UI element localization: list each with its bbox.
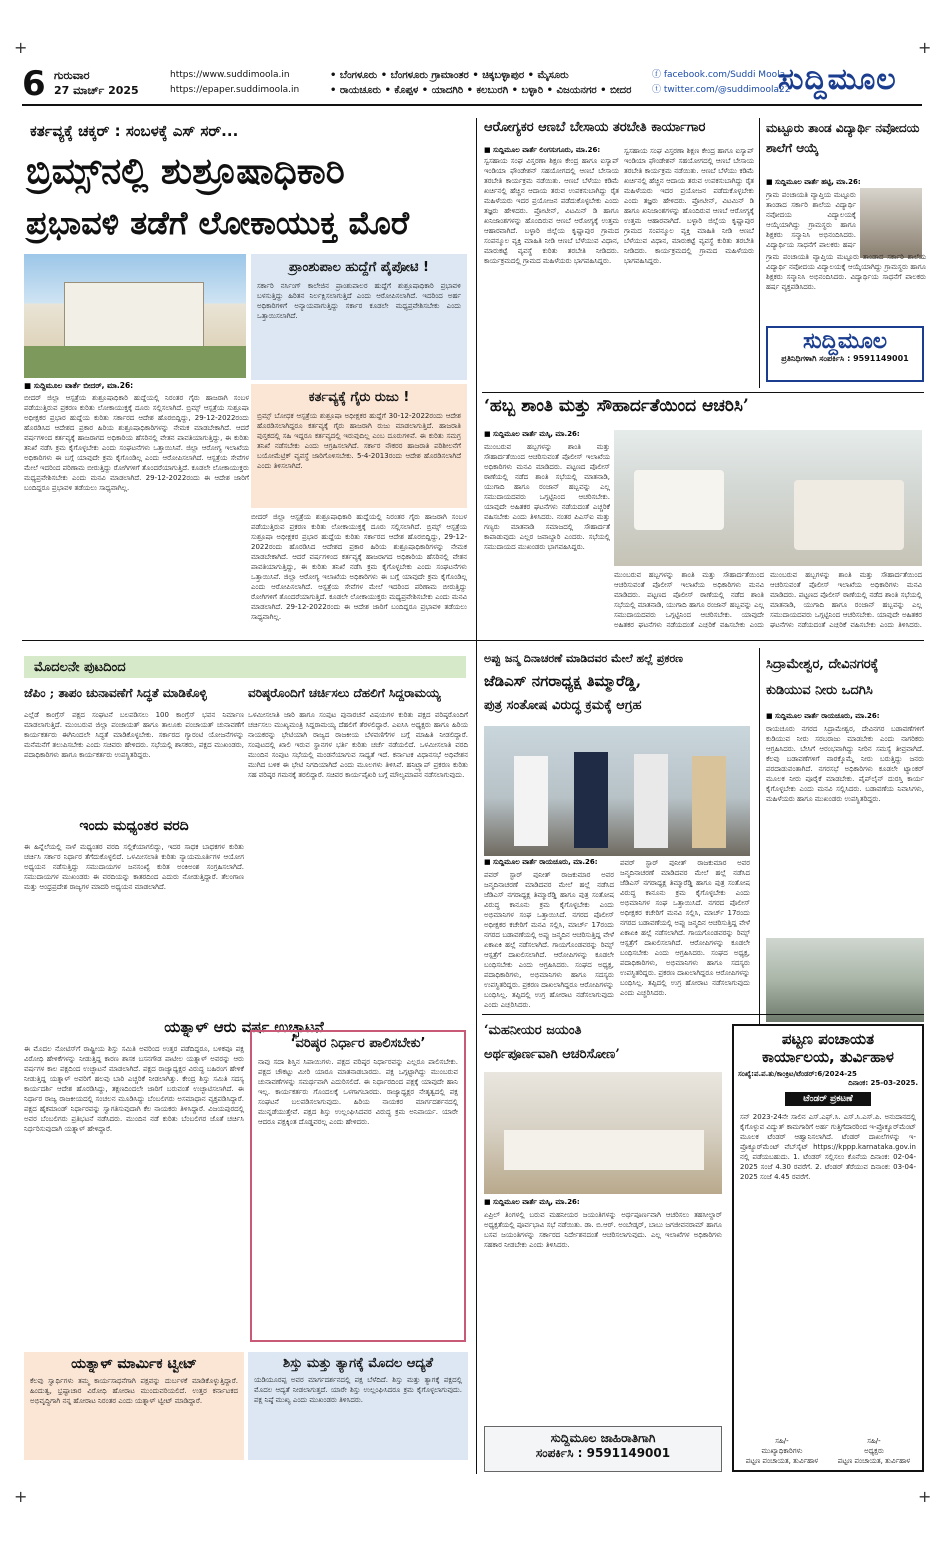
jp-body: ಎಲ್ಲೆಡೆ ಕಾಂಗ್ರೆಸ್ ಪಕ್ಷದ ಸಂಘಟನೆ ಬಲಪಡಿಸಲು 100 ಕಾಂಗ್ರೆಸ್ ಭವನ ನಿರ್ಮಾಣ ಮಾಡಲಾಗುತ್ತಿದೆ. ಮುಂಬರುವ ಜಿಲ್ಲಾ ಪಂಚಾಯತ್ ಹಾಗೂ ತಾಲೂಕು ಪಂಚಾಯತ್ ಚುನಾವಣೆಗೆ ಕಾರ್ಯಕರ್ತರು ಈಗಿನಿಂದಲೇ ಸಿದ್ಧತೆ ಮಾಡಿಕೊಳ್ಳಬೇಕು. ಸರ್ಕಾರದ ಗ್ಯಾರಂಟಿ ಯೋಜನೆಗಳನ್ನು ಮನೆಮನೆಗೆ ತಲುಪಿಸಬೇಕು ಎಂದು ಸಚಿವರು ಹೇಳಿದರು. ಸಭೆಯಲ್ಲಿ ಶಾಸಕರು, ಪಕ್ಷದ ಮುಖಂಡರು, ಪದಾಧಿಕಾರಿಗಳು ಹಾಗೂ ಕಾರ್ಯಕರ್ತರು ಉಪಸ್ಥಿತರಿದ್ದರು. bbox=[24, 711, 244, 759]
jds-kicker: ಅಪ್ಪು ಜನ್ಮ ದಿನಾಚರಣೆ ಮಾಡಿದವರ ಮೇಲೆ ಹಲ್ಲೆ ಪ್ರಕರಣ bbox=[484, 652, 683, 665]
jayanti-headline-line2: ಅರ್ಥಪೂರ್ಣವಾಗಿ ಆಚರಿಸೋಣ’ bbox=[484, 1047, 620, 1062]
lead-headline-line2: ಪ್ರಭಾವಳಿ ತಡೆಗೆ ಲೋಕಾಯುಕ್ತ ಮೊರೆ bbox=[26, 204, 410, 242]
tender-ref: ಸಂಖ್ಯೆ:ಪ.ಪ.ತು/ಕಾಂಕ್ರಿಟ/ಟೆಂಡರ್:6/2024-25 bbox=[738, 1070, 857, 1078]
jds-byline: ■ ಸುದ್ದಿಮೂಲ ವಾರ್ತೆ ರಾಯಚೂರು, ಮಾ.26: bbox=[484, 858, 598, 866]
social-links bbox=[652, 68, 790, 98]
column-divider bbox=[476, 118, 477, 1474]
jp-headline: ಜೆಪಿಂ ; ತಾಪಂ ಚುನಾವಣೆಗೆ ಸಿದ್ಧತೆ ಮಾಡಿಕೊಳ್ಳಿ bbox=[24, 686, 207, 700]
navodaya-body-more: ಗ್ರಾಮ ಪಂಚಾಯತಿ ವ್ಯಾಪ್ತಿಯ ಮಟ್ಟೂರು ತಾಂಡಾದ ಸರ್ಕಾರಿ ಶಾಲೆಯ ವಿದ್ಯಾರ್ಥಿ ನವೋದಯ ವಿದ್ಯಾಲಯಕ್ಕೆ ಆಯ್ಕೆಯಾಗಿದ್ದು ಗ್ರಾಮಸ್ಥರು ಹಾಗೂ ಶಿಕ್ಷಕರು ಸನ್ಮಾನಿಸಿ ಅಭಿನಂದಿಸಿದರು. ವಿದ್ಯಾರ್ಥಿಯ ಸಾಧನೆಗೆ ಪಾಲಕರು ಹರ್ಷ ವ್ಯಕ್ತಪಡಿಸಿದರು. bbox=[766, 253, 926, 291]
edition-cities: • ಬೆಂಗಳೂರು • ಬೆಂಗಳೂರು ಗ್ರಾಮಾಂತರ • ಚಿಕ್ಕಬಳ್ಳಾಪುರ • ಮೈಸೂರು • ರಾಯಚೂರು • ಕೊಪ್ಪಳ • ಯಾದಗಿರಿ • ಕಲಬುರಗಿ • ಬಳ್ಳಾರಿ • ವಿಜಯನಗರ • ಬೀದರ bbox=[330, 70, 632, 96]
lead-body-right: ಬೀದರ್ ಜಿಲ್ಲಾ ಆಸ್ಪತ್ರೆಯ ಶುಶ್ರೂಷಾಧಿಕಾರಿ ಹುದ್ದೆಯಲ್ಲಿ ನಿರಂತರ ಗೈರು ಹಾಜರಾಗಿ ಸಂಬಳ ಪಡೆಯುತ್ತಿರುವ ಪ್ರಕರಣ ಕುರಿತು ಲೋಕಾಯುಕ್ತಕ್ಕೆ ದೂರು ಸಲ್ಲಿಸಲಾಗಿದೆ. ಬ್ರಿಮ್ಸ್ ಆಸ್ಪತ್ರೆಯ ಸುಶ್ರೂಷಾ ಅಧೀಕ್ಷಕರ ಪ್ರಭಾರ ಹುದ್ದೆಯ ಕುರಿತು ಸರ್ಕಾರದ ಆದೇಶ ಹೊರಬಿದ್ದಿದ್ದು, 29-12-2022ರಂದು ಹೊರಡಿಸಿದ ಆದೇಶದ ಪ್ರಕಾರ ಹಿರಿಯ ಶುಶ್ರೂಷಾಧಿಕಾರಿಗಳನ್ನು ನೇಮಕ ಮಾಡಬೇಕಾಗಿದೆ. ಆದರೆ ವರ್ಷಗಳಿಂದ ಕರ್ತವ್ಯಕ್ಕೆ ಹಾಜರಾಗದ ಅಧಿಕಾರಿಯ ಹೆಸರಿನಲ್ಲಿ ವೇತನ ಪಾವತಿಯಾಗುತ್ತಿದ್ದು, ಈ ಕುರಿತು ತನಿಖೆ ನಡೆಸಿ ಕ್ರಮ ಕೈಗೊಳ್ಳಬೇಕು ಎಂದು ಸಂಘಟನೆಗಳು ಒತ್ತಾಯಿಸಿವೆ. ಜಿಲ್ಲಾ ಆರೋಗ್ಯ ಇಲಾಖೆಯ ಅಧಿಕಾರಿಗಳು ಈ ಬಗ್ಗೆ ಯಾವುದೇ ಕ್ರಮ ಕೈಗೊಂಡಿಲ್ಲ ಎಂದು ಆರೋಪಿಸಲಾಗಿದೆ. ಆಸ್ಪತ್ರೆಯ ಸೇವೆಗಳ ಮೇಲೆ ಇದರಿಂದ ಪರಿಣಾಮ ಬೀರುತ್ತಿದ್ದು ರೋಗಿಗಳಿಗೆ ತೊಂದರೆಯಾಗುತ್ತಿದೆ. ಕೂಡಲೇ ಲೋಕಾಯುಕ್ತರು ಮಧ್ಯಪ್ರವೇಶಿಸಬೇಕು ಎಂದು ಮನವಿ ಮಾಡಲಾಗಿದೆ. 29-12-2022ರಂದು ಈ ಆದೇಶ ಜಾರಿಗೆ ಬಂದಿದ್ದರೂ ಪ್ರಭಾವಳಿ ತಡೆಯಲು ಸಾಧ್ಯವಾಗಿಲ್ಲ. bbox=[251, 513, 467, 621]
sidebar-box-title: ಪ್ರಾಂಶುಪಾಲ ಹುದ್ದೆಗೆ ಪೈಪೋಟಿ ! bbox=[289, 260, 429, 275]
page-header bbox=[22, 64, 922, 106]
peace-meeting-photo bbox=[614, 430, 922, 566]
registration-mark: + bbox=[918, 1487, 932, 1506]
jayanti-headline-line1: ‘ಮಹನೀಯರ ಜಯಂತಿ bbox=[484, 1023, 582, 1038]
tweet-headline: ಯತ್ನಾಳ್ ಮಾರ್ಮಿಕ ಟ್ವೀಟ್ bbox=[71, 1356, 197, 1372]
water-headline-line1: ಸಿದ್ರಾಮೇಶ್ವರ, ದೇವಿನಗರಕ್ಕೆ bbox=[766, 657, 879, 672]
section-divider bbox=[482, 1014, 924, 1015]
registration-mark: + bbox=[918, 38, 932, 57]
masthead-logo: ಸುದ್ದಿಮೂಲ bbox=[778, 62, 897, 97]
sidebar-box-title: ಕರ್ತವ್ಯಕ್ಕೆ ಗೈರು ರುಜು ! bbox=[308, 390, 410, 405]
discipline-body: ಯಡಿಯೂರಪ್ಪ ಅವರ ಮಾರ್ಗದರ್ಶನದಲ್ಲಿ ಪಕ್ಷ ಬೆಳೆದಿದೆ. ಶಿಸ್ತು ಮತ್ತು ತ್ಯಾಗಕ್ಕೆ ಪಕ್ಷದಲ್ಲಿ ಮೊದಲ ಆದ್ಯತೆ ನೀಡಲಾಗುತ್ತದೆ. ಯಾರೇ ಶಿಸ್ತು ಉಲ್ಲಂಘಿಸಿದರೂ ಕ್ರಮ ಕೈಗೊಳ್ಳಲಾಗುವುದು. ಪಕ್ಷ ನಿಷ್ಠೆ ಮುಖ್ಯ ಎಂದು ಮುಖಂಡರು ತಿಳಿಸಿದರು. bbox=[254, 1376, 462, 1404]
registration-mark: + bbox=[14, 1487, 28, 1506]
facebook-icon: ⓕ bbox=[652, 70, 664, 80]
yatnal-headline: ಯತ್ನಾಳ್ ಆರು ವರ್ಷ ಉಚ್ಛಾಟನೆ bbox=[164, 1018, 324, 1036]
section-divider bbox=[22, 640, 924, 641]
promo-box bbox=[766, 326, 924, 382]
tender-notice bbox=[732, 1024, 924, 1472]
water-protest-photo bbox=[766, 938, 924, 1022]
promo-contact: ಪ್ರತಿನಿಧಿಗಳಾಗಿ ಸಂಪರ್ಕಿಸಿ : 9591149001 bbox=[781, 354, 909, 363]
sidebar-box-absence bbox=[251, 384, 467, 508]
tender-office-line2: ಕಾರ್ಯಾಲಯ, ತುರ್ವಿಹಾಳ bbox=[762, 1048, 894, 1066]
jds-body-col1: ಪವರ್ ಸ್ಟಾರ್ ಪುನೀತ್ ರಾಜಕುಮಾರ ಅವರ ಜನ್ಮದಿನಾಚರಣೆ ಮಾಡಿದವರ ಮೇಲೆ ಹಲ್ಲೆ ನಡೆಸಿದ ಜೆಡಿಎಸ್ ನಗರಾಧ್ಯಕ್ಷ ತಿಮ್ಮಾರೆಡ್ಡಿ ಹಾಗೂ ಪುತ್ರ ಸಂತೋಷ ವಿರುದ್ಧ ಕಾನೂನು ಕ್ರಮ ಕೈಗೊಳ್ಳಬೇಕು ಎಂದು ಅಭಿಮಾನಿಗಳ ಸಂಘ ಒತ್ತಾಯಿಸಿದೆ. ನಗರದ ಪೊಲೀಸ್ ಅಧೀಕ್ಷಕರ ಕಚೇರಿಗೆ ಮನವಿ ಸಲ್ಲಿಸಿ, ಮಾರ್ಚ್ 17ರಂದು ನಗರದ ಬಡಾವಣೆಯಲ್ಲಿ ಅಪ್ಪು ಜನ್ಮದಿನ ಆಚರಿಸುತ್ತಿದ್ದ ವೇಳೆ ಏಕಾಏಕಿ ಹಲ್ಲೆ ನಡೆಸಲಾಗಿದೆ. ಗಾಯಗೊಂಡವರನ್ನು ರಿಮ್ಸ್ ಆಸ್ಪತ್ರೆಗೆ ದಾಖಲಿಸಲಾಗಿದೆ. ಆರೋಪಿಗಳನ್ನು ಕೂಡಲೇ ಬಂಧಿಸಬೇಕು ಎಂದು ಆಗ್ರಹಿಸಿದರು. ಸಂಘದ ಅಧ್ಯಕ್ಷ, ಪದಾಧಿಕಾರಿಗಳು, ಅಭಿಮಾನಿಗಳು ಹಾಗೂ ಸದಸ್ಯರು ಉಪಸ್ಥಿತರಿದ್ದರು. ಪ್ರಕರಣ ದಾಖಲಾಗಿದ್ದರೂ ಆರೋಪಿಗಳನ್ನು ಬಂಧಿಸಿಲ್ಲ. ತಪ್ಪಿದಲ್ಲಿ ಉಗ್ರ ಹೋರಾಟ ನಡೆಸಲಾಗುವುದು ಎಂದು ಎಚ್ಚರಿಸಿದರು. bbox=[484, 871, 614, 1008]
ad-contact-phone: ಸಂಪರ್ಕಿಸಿ : 9591149001 bbox=[535, 1446, 671, 1460]
page-number: 6 bbox=[22, 64, 46, 104]
agri-byline: ■ ಸುದ್ದಿಮೂಲ ವಾರ್ತೆ ಲಿಂಗಸುಗೂರು, ಮಾ.26: bbox=[484, 146, 601, 154]
interim-report-headline: ಇಂದು ಮಧ್ಯಂತರ ವರದಿ bbox=[79, 818, 189, 834]
ad-contact-title: ಸುದ್ದಿಮೂಲ ಜಾಹಿರಾತಿಗಾಗಿ bbox=[550, 1431, 656, 1445]
promo-logo: ಸುದ್ದಿಮೂಲ bbox=[802, 328, 888, 354]
water-headline-line2: ಕುಡಿಯುವ ನೀರು ಒದಗಿಸಿ bbox=[766, 683, 873, 698]
jds-headline-line1: ಜೆಡಿಎಸ್ ನಗರಾಧ್ಯಕ್ಷ ತಿಮ್ಮಾರೆಡ್ಡಿ, bbox=[484, 672, 642, 690]
tender-date: ದಿನಾಂಕ: 25-03-2025. bbox=[848, 1079, 918, 1087]
agri-body-col1: ಸ್ವಸಹಾಯ ಸಂಘ ವಿಸ್ತರಣಾ ಶಿಕ್ಷಣ ಕೇಂದ್ರ ಹಾಗೂ ಐಸ್ಯಾಪ್ ಇಂಡಿಯಾ ಫೌಂಡೇಶನ್ ಸಹಯೋಗದಲ್ಲಿ ಆಣಬೆ ಬೇಸಾಯ ತರಬೇತಿ ಕಾರ್ಯಕ್ರಮ ನಡೆಯಿತು. ಆಣಬೆ ಬೆಳೆಯು ಕಡಿಮೆ ಖರ್ಚಿನಲ್ಲಿ ಹೆಚ್ಚಿನ ಆದಾಯ ತರುವ ಉಪಕಸುಬಾಗಿದ್ದು ರೈತ ಮಹಿಳೆಯರು ಇದರ ಪ್ರಯೋಜನ ಪಡೆದುಕೊಳ್ಳಬೇಕು ಎಂದು ತಜ್ಞರು ಹೇಳಿದರು. ಪ್ರೋಟೀನ್, ವಿಟಮಿನ್ ಡಿ ಹಾಗೂ ಖನಿಜಾಂಶಗಳನ್ನು ಹೊಂದಿರುವ ಆಣಬೆ ಆರೋಗ್ಯಕ್ಕೆ ಉತ್ತಮ ಆಹಾರವಾಗಿದೆ. ಬಳ್ಳಾರಿ ಜಿಲ್ಲೆಯ ಕೃಷ್ಣಾಪುರ ಗ್ರಾಮದ ಸಂಪನ್ಮೂಲ ವ್ಯಕ್ತಿ ಮಾಹಿತಿ ನೀಡಿ ಆಣಬೆ ಬೆಳೆಯುವ ವಿಧಾನ, ಮಾರುಕಟ್ಟೆ ವ್ಯವಸ್ಥೆ ಕುರಿತು ತರಬೇತಿ ನೀಡಿದರು. ಕಾರ್ಯಕ್ರಮದಲ್ಲಿ ಗ್ರಾಮದ ಮಹಿಳೆಯರು ಭಾಗವಹಿಸಿದ್ದರು. bbox=[484, 157, 619, 265]
epaper-link[interactable]: https://epaper.suddimoola.in bbox=[170, 85, 300, 95]
tender-body: ಸನ್ 2023-24ನೇ ಸಾಲಿನ ಎಸ್.ಎಫ್.ಸಿ. ಎಸ್.ಸಿ.ಎಸ್.ಪಿ. ಅನುದಾನದಲ್ಲಿ ಕೈಗೊಳ್ಳುವ ವಿದ್ಯುತ್ ಕಾಮಗಾರಿಗೆ ಅರ್ಹ ಗುತ್ತಿಗೆದಾರರಿಂದ ಇ-ಪ್ರೊಕ್ಯೂರ್‌ಮೆಂಟ್ ಮೂಲಕ ಟೆಂಡರ್ ಆಹ್ವಾನಿಸಲಾಗಿದೆ. ಟೆಂಡರ್ ದಾಖಲೆಗಳನ್ನು ಇ-ಪ್ರೊಕ್ಯೂರ್‌ಮೆಂಟ್ ವೆಬ್‌ಸೈಟ್ https://kppp.karnataka.gov.in ನಲ್ಲಿ ಪಡೆಯಬಹುದು. 1. ಟೆಂಡರ್ ಸಲ್ಲಿಸಲು ಕೊನೆಯ ದಿನಾಂಕ: 02-04-2025 ಸಂಜೆ 4.30 ರವರೆಗೆ. 2. ಟೆಂಡರ್ ತೆರೆಯುವ ದಿನಾಂಕ: 03-04-2025 ಸಂಜೆ 4.45 ರವರೆಗೆ. bbox=[740, 1113, 916, 1181]
jayanti-body: ಏಪ್ರಿಲ್ ತಿಂಗಳಲ್ಲಿ ಬರುವ ಮಹನೀಯರ ಜಯಂತಿಗಳನ್ನು ಅರ್ಥಪೂರ್ಣವಾಗಿ ಆಚರಿಸಲು ತಹಸೀಲ್ದಾರ್ ಅಧ್ಯಕ್ಷತೆಯಲ್ಲಿ ಪೂರ್ವಭಾವಿ ಸಭೆ ನಡೆಯಿತು. ಡಾ. ಬಿ.ಆರ್. ಅಂಬೇಡ್ಕರ್, ಬಾಬು ಜಗಜೀವನರಾಮ್ ಹಾಗೂ ಬಸವ ಜಯಂತಿಗಳನ್ನು ಸರ್ಕಾರದ ನಿರ್ದೇಶನದಂತೆ ಆಚರಿಸಲಾಗುವುದು. ಎಲ್ಲ ಇಲಾಖೆಗಳ ಅಧಿಕಾರಿಗಳು ಸಹಕಾರ ನೀಡಬೇಕು ಎಂದು ತಿಳಿಸಿದರು. bbox=[484, 1211, 722, 1249]
sidebar-box-body: ಸರ್ಕಾರಿ ನರ್ಸಿಂಗ್ ಕಾಲೇಜಿನ ಪ್ರಾಂಶುಪಾಲರ ಹುದ್ದೆಗೆ ಶುಶ್ರೂಷಾಧಿಕಾರಿ ಪ್ರಭಾವಳಿ ಬಳಸುತ್ತಿದ್ದು ಹಿರಿತನ ನಿರ್ಲಕ್ಷಿಸಲಾಗುತ್ತಿದೆ ಎಂದು ಆರೋಪಿಸಲಾಗಿದೆ. ಇದರಿಂದ ಅರ್ಹ ಅಧಿಕಾರಿಗಳಿಗೆ ಅನ್ಯಾಯವಾಗುತ್ತಿದ್ದು ಸರ್ಕಾರ ಕೂಡಲೇ ಮಧ್ಯಪ್ರವೇಶಿಸಬೇಕು ಎಂದು ಒತ್ತಾಯಿಸಲಾಗಿದೆ. bbox=[257, 282, 461, 320]
sidebar-box-principal bbox=[251, 254, 467, 380]
quote-body: ನಾವು ಸದಾ ಶಿಸ್ತಿನ ಸಿಪಾಯಿಗಳು. ಪಕ್ಷದ ವರಿಷ್ಠರ ನಿರ್ಧಾರವನ್ನು ಎಲ್ಲರೂ ಪಾಲಿಸಬೇಕು. ಪಕ್ಷದ ಚೌಕಟ್ಟು ಮೀರಿ ಯಾರೂ ಮಾತನಾಡಬಾರದು. ಪಕ್ಷ ಒಗ್ಗಟ್ಟಾಗಿದ್ದು ಮುಂಬರುವ ಚುನಾವಣೆಗಳನ್ನು ಸಮರ್ಥವಾಗಿ ಎದುರಿಸಲಿದೆ. ಈ ನಿರ್ಧಾರದಿಂದ ಪಕ್ಷಕ್ಕೆ ಯಾವುದೇ ಹಾನಿ ಇಲ್ಲ. ಕಾರ್ಯಕರ್ತರು ಗೊಂದಲಕ್ಕೆ ಒಳಗಾಗಬಾರದು. ರಾಜ್ಯಾಧ್ಯಕ್ಷರ ನೇತೃತ್ವದಲ್ಲಿ ಪಕ್ಷ ಸಂಘಟನೆ ಬಲಪಡಿಸಲಾಗುವುದು. ಹಿರಿಯ ನಾಯಕರ ಮಾರ್ಗದರ್ಶನದಲ್ಲಿ ಮುನ್ನಡೆಯುತ್ತೇವೆ. ಪಕ್ಷದ ಶಿಸ್ತು ಉಲ್ಲಂಘಿಸಿದವರ ವಿರುದ್ಧ ಕ್ರಮ ಅನಿವಾರ್ಯ. ಯಾರೇ ಆದರೂ ಪಕ್ಷಕ್ಕಿಂತ ದೊಡ್ಡವರಲ್ಲ ಎಂದು ಹೇಳಿದರು. bbox=[258, 1058, 458, 1126]
registration-mark: + bbox=[14, 38, 28, 57]
tweet-box bbox=[24, 1352, 244, 1460]
column-divider bbox=[759, 648, 760, 1024]
twitter-link[interactable]: ⓣ twitter.com/@suddimoola22 bbox=[652, 85, 791, 95]
discipline-headline: ಶಿಸ್ತು ಮತ್ತು ತ್ಯಾಗಕ್ಕೆ ಮೊದಲ ಆದ್ಯತೆ bbox=[283, 1356, 433, 1371]
lead-kicker: ಕರ್ತವ್ಯಕ್ಕೆ ಚಕ್ಕರ್ : ಸಂಬಳಕ್ಕೆ ಎಸ್ ಸರ್... bbox=[30, 122, 239, 140]
continued-from-front-band: ಮೊದಲನೇ ಪುಟದಿಂದ bbox=[24, 656, 466, 678]
jds-protest-photo bbox=[484, 726, 750, 856]
twitter-icon: ⓣ bbox=[652, 85, 664, 95]
delhi-visit-body: ಒಳಮೀಸಲಾತಿ ಜಾರಿ ಹಾಗೂ ಸಂಪುಟ ಪುನಾರಚನೆ ವಿಷಯಗಳ ಕುರಿತು ಪಕ್ಷದ ವರಿಷ್ಠರೊಂದಿಗೆ ಚರ್ಚಿಸಲು ಮುಖ್ಯಮಂತ್ರಿ ಸಿದ್ದರಾಮಯ್ಯ ದೆಹಲಿಗೆ ತೆರಳಲಿದ್ದಾರೆ. ಎಐಸಿಸಿ ಅಧ್ಯಕ್ಷರು ಹಾಗೂ ಹಿರಿಯ ನಾಯಕರನ್ನು ಭೇಟಿಯಾಗಿ ರಾಜ್ಯದ ರಾಜಕೀಯ ಬೆಳವಣಿಗೆಗಳ ಬಗ್ಗೆ ಮಾಹಿತಿ ನೀಡಲಿದ್ದಾರೆ. ಸಂಪುಟದಲ್ಲಿ ಖಾಲಿ ಇರುವ ಸ್ಥಾನಗಳ ಭರ್ತಿ ಕುರಿತು ಚರ್ಚೆ ನಡೆಯಲಿದೆ. ಒಳಮೀಸಲಾತಿ ವರದಿ ಮುಂದಿನ ಸಂಪುಟ ಸಭೆಯಲ್ಲಿ ಮಂಡನೆಯಾಗುವ ಸಾಧ್ಯತೆ ಇದೆ. ಕರ್ನಾಟಕ ವಿಧಾನಸಭೆ ಅಧಿವೇಶನ ಮುಗಿದ ಬಳಿಕ ಈ ಭೇಟಿ ನಿಗದಿಯಾಗಿದೆ ಎಂದು ಮೂಲಗಳು ತಿಳಿಸಿವೆ. ಹನಿಟ್ರ್ಯಾಪ್ ಪ್ರಕರಣ ಕುರಿತು ಸಹ ವರಿಷ್ಠರ ಗಮನಕ್ಕೆ ತರಲಿದ್ದಾರೆ. ಸಚಿವರ ಕಾರ್ಯವೈಖರಿ ಬಗ್ಗೆ ಮೌಲ್ಯಮಾಪನ ನಡೆಸಲಾಗುವುದು. bbox=[248, 711, 468, 779]
water-byline: ■ ಸುದ್ದಿಮೂಲ ವಾರ್ತೆ ರಾಯಚೂರು, ಮಾ.26: bbox=[766, 712, 880, 720]
tweet-body: ಕೆಲವು ಸ್ವಾರ್ಥಿಗಳು ತಮ್ಮ ಕಾರ್ಯಸಾಧನೆಗಾಗಿ ಪಕ್ಷವನ್ನು ದುರ್ಬಳಕೆ ಮಾಡಿಕೊಳ್ಳುತ್ತಿದ್ದಾರೆ. ಹಿಂದುತ್ವ, ಭ್ರಷ್ಟಾಚಾರ ವಿರೋಧಿ ಹೋರಾಟ ಮುಂದುವರಿಯಲಿದೆ. ಉತ್ತರ ಕರ್ನಾಟಕದ ಅಭಿವೃದ್ಧಿಗಾಗಿ ನನ್ನ ಹೋರಾಟ ನಿರಂತರ ಎಂದು ಯತ್ನಾಳ್ ಟ್ವೀಟ್ ಮಾಡಿದ್ದಾರೆ. bbox=[30, 1377, 238, 1405]
tender-label: ಟೆಂಡರ್ ಪ್ರಕಟಣೆ bbox=[785, 1092, 871, 1106]
jayanti-meeting-photo bbox=[484, 1072, 722, 1194]
navodaya-headline: ಮಟ್ಟೂರು ತಾಂಡ ವಿದ್ಯಾರ್ಥಿ ನವೋದಯ ಶಾಲೆಗೆ ಆಯ್ಕೆ bbox=[766, 121, 920, 155]
navodaya-body: ಗ್ರಾಮ ಪಂಚಾಯತಿ ವ್ಯಾಪ್ತಿಯ ಮಟ್ಟೂರು ತಾಂಡಾದ ಸರ್ಕಾರಿ ಶಾಲೆಯ ವಿದ್ಯಾರ್ಥಿ ನವೋದಯ ವಿದ್ಯಾಲಯಕ್ಕೆ ಆಯ್ಕೆಯಾಗಿದ್ದು ಗ್ರಾಮಸ್ಥರು ಹಾಗೂ ಶಿಕ್ಷಕರು ಸನ್ಮಾನಿಸಿ ಅಭಿನಂದಿಸಿದರು. ವಿದ್ಯಾರ್ಥಿಯ ಸಾಧನೆಗೆ ಪಾಲಕರು ಹರ್ಷ bbox=[766, 191, 856, 249]
quote-headline: ‘ವರಿಷ್ಠರ ನಿರ್ಧಾರ ಪಾಲಿಸಬೇಕು’ bbox=[290, 1036, 426, 1051]
navodaya-byline: ■ ಸುದ್ದಿಮೂಲ ವಾರ್ತೆ ಹಟ್ಟಿ, ಮಾ.26: bbox=[766, 178, 861, 186]
column-divider bbox=[759, 118, 760, 388]
agri-body-col2: ಸ್ವಸಹಾಯ ಸಂಘ ವಿಸ್ತರಣಾ ಶಿಕ್ಷಣ ಕೇಂದ್ರ ಹಾಗೂ ಐಸ್ಯಾಪ್ ಇಂಡಿಯಾ ಫೌಂಡೇಶನ್ ಸಹಯೋಗದಲ್ಲಿ ಆಣಬೆ ಬೇಸಾಯ ತರಬೇತಿ ಕಾರ್ಯಕ್ರಮ ನಡೆಯಿತು. ಆಣಬೆ ಬೆಳೆಯು ಕಡಿಮೆ ಖರ್ಚಿನಲ್ಲಿ ಹೆಚ್ಚಿನ ಆದಾಯ ತರುವ ಉಪಕಸುಬಾಗಿದ್ದು ರೈತ ಮಹಿಳೆಯರು ಇದರ ಪ್ರಯೋಜನ ಪಡೆದುಕೊಳ್ಳಬೇಕು ಎಂದು ತಜ್ಞರು ಹೇಳಿದರು. ಪ್ರೋಟೀನ್, ವಿಟಮಿನ್ ಡಿ ಹಾಗೂ ಖನಿಜಾಂಶಗಳನ್ನು ಹೊಂದಿರುವ ಆಣಬೆ ಆರೋಗ್ಯಕ್ಕೆ ಉತ್ತಮ ಆಹಾರವಾಗಿದೆ. ಬಳ್ಳಾರಿ ಜಿಲ್ಲೆಯ ಕೃಷ್ಣಾಪುರ ಗ್ರಾಮದ ಸಂಪನ್ಮೂಲ ವ್ಯಕ್ತಿ ಮಾಹಿತಿ ನೀಡಿ ಆಣಬೆ ಬೆಳೆಯುವ ವಿಧಾನ, ಮಾರುಕಟ್ಟೆ ವ್ಯವಸ್ಥೆ ಕುರಿತು ತರಬೇತಿ ನೀಡಿದರು. ಕಾರ್ಯಕ್ರಮದಲ್ಲಿ ಗ್ರಾಮದ ಮಹಿಳೆಯರು ಭಾಗವಹಿಸಿದ್ದರು. bbox=[624, 147, 754, 265]
tender-office-line1: ಪಟ್ಟಣ ಪಂಚಾಯತ bbox=[781, 1030, 875, 1048]
festival-body-col2: ಮುಂಬರುವ ಹಬ್ಬಗಳನ್ನು ಶಾಂತಿ ಮತ್ತು ಸೌಹಾರ್ದತೆಯಿಂದ ಆಚರಿಸುವಂತೆ ಪೊಲೀಸ್ ಇಲಾಖೆಯ ಅಧಿಕಾರಿಗಳು ಮನವಿ ಮಾಡಿದರು. ಪಟ್ಟಣದ ಪೊಲೀಸ್ ಠಾಣೆಯಲ್ಲಿ ನಡೆದ ಶಾಂತಿ ಸಭೆಯಲ್ಲಿ ಮಾತನಾಡಿ, ಯುಗಾದಿ ಹಾಗೂ ರಂಜಾನ್ ಹಬ್ಬವನ್ನು ಎಲ್ಲ ಸಮುದಾಯದವರು ಒಗ್ಗಟ್ಟಿನಿಂದ ಆಚರಿಸಬೇಕು. ಯಾವುದೇ ಅಹಿತಕರ ಘಟನೆಗಳು ನಡೆಯದಂತೆ ಎಚ್ಚರಿಕೆ ವಹಿಸಬೇಕು ಎಂದು bbox=[614, 571, 764, 628]
agri-headline: ಆರೋಗ್ಯಕರ ಆಣಬೆ ಬೇಸಾಯ ತರಬೇತಿ ಕಾರ್ಯಾಗಾರ bbox=[484, 120, 706, 135]
lead-headline-line1: ಬ್ರಿಮ್ಸ್‌ನಲ್ಲಿ ಶುಶ್ರೂಷಾಧಿಕಾರಿ bbox=[26, 150, 345, 192]
festival-byline: ■ ಸುದ್ದಿಮೂಲ ವಾರ್ತೆ ಮಸ್ಕಿ, ಮಾ.26: bbox=[484, 430, 580, 438]
water-body: ರಾಯಚೂರು ನಗರದ ಸಿದ್ರಾಮೇಶ್ವರ, ದೇವಿನಗರ ಬಡಾವಣೆಗಳಿಗೆ ಕುಡಿಯುವ ನೀರು ಸರಬರಾಜು ಮಾಡಬೇಕು ಎಂದು ನಾಗರಿಕರು ಆಗ್ರಹಿಸಿದರು. ಬೇಸಿಗೆ ಆರಂಭವಾಗಿದ್ದು ನೀರಿನ ಸಮಸ್ಯೆ ತೀವ್ರವಾಗಿದೆ. ಕೆಲವು ಬಡಾವಣೆಗಳಿಗೆ ವಾರಕ್ಕೊಮ್ಮೆ ನೀರು ಬರುತ್ತಿದ್ದು ಜನರು ಪರದಾಡುವಂತಾಗಿದೆ. ನಗರಸಭೆ ಅಧಿಕಾರಿಗಳು ಕೂಡಲೇ ಟ್ಯಾಂಕರ್ ಮೂಲಕ ನೀರು ಪೂರೈಕೆ ಮಾಡಬೇಕು. ಪೈಪ್‌ಲೈನ್ ದುರಸ್ತಿ ಕಾರ್ಯ ಕೈಗೊಳ್ಳಬೇಕು ಎಂದು ಮನವಿ ಸಲ್ಲಿಸಿದರು. ಬಡಾವಣೆಯ ನಿವಾಸಿಗಳು, ಮಹಿಳೆಯರು ಹಾಗೂ ಮುಖಂಡರು ಉಪಸ್ಥಿತರಿದ್ದರು. bbox=[766, 725, 924, 803]
ad-contact-box bbox=[484, 1426, 722, 1472]
festival-body-col3: ಮುಂಬರುವ ಹಬ್ಬಗಳನ್ನು ಶಾಂತಿ ಮತ್ತು ಸೌಹಾರ್ದತೆಯಿಂದ ಆಚರಿಸುವಂತೆ ಪೊಲೀಸ್ ಇಲಾಖೆಯ ಅಧಿಕಾರಿಗಳು ಮನವಿ ಮಾಡಿದರು. ಪಟ್ಟಣದ ಪೊಲೀಸ್ ಠಾಣೆಯಲ್ಲಿ ನಡೆದ ಶಾಂತಿ ಸಭೆಯಲ್ಲಿ ಮಾತನಾಡಿ, ಯುಗಾದಿ ಹಾಗೂ ರಂಜಾನ್ ಹಬ್ಬವನ್ನು ಎಲ್ಲ ಸಮುದಾಯದವರು ಒಗ್ಗಟ್ಟಿನಿಂದ ಆಚರಿಸಬೇಕು. ಯಾವುದೇ ಅಹಿತಕರ ಘಟನೆಗಳು ನಡೆಯದಂತೆ ಎಚ್ಚರಿಕೆ ವಹಿಸಬೇಕು ಎಂದು ತಿಳಿಸಿದರು. bbox=[770, 571, 922, 628]
sidebar-box-body: ಬ್ರಿಮ್ಸ್ ಬೋಧಕ ಆಸ್ಪತ್ರೆಯ ಶುಶ್ರೂಷಾ ಅಧೀಕ್ಷಕರ ಹುದ್ದೆಗೆ 30-12-2022ರಂದು ಆದೇಶ ಹೊರಡಿಸಲಾಗಿದ್ದರೂ ಕರ್ತವ್ಯಕ್ಕೆ ಗೈರು ಹಾಜರಾಗಿ ರುಜು ಮಾಡಲಾಗುತ್ತಿದೆ. ಹಾಜರಾತಿ ಪುಸ್ತಕದಲ್ಲಿ ಸಹಿ ಇದ್ದರೂ ಕರ್ತವ್ಯದಲ್ಲಿ ಇರುವುದಿಲ್ಲ ಎಂಬ ದೂರುಗಳಿವೆ. ಈ ಕುರಿತು ಸಮಗ್ರ ತನಿಖೆ ನಡೆಸಬೇಕು ಎಂದು ಆಗ್ರಹಿಸಲಾಗಿದೆ. ಸರ್ಕಾರ ನೌಕರರ ಹಾಜರಾತಿ ಪರಿಶೀಲನೆಗೆ ಬಯೋಮೆಟ್ರಿಕ್ ವ್ಯವಸ್ಥೆ ಜಾರಿಗೊಳಿಸಬೇಕು. 5-4-2013ರಂದು ಆದೇಶ ಹೊರಡಿಸಲಾಗಿದೆ ಎಂದು ತಿಳಿಸಲಾಗಿದೆ. bbox=[257, 412, 461, 470]
interim-report-body: ಈ ಹಿನ್ನೆಲೆಯಲ್ಲಿ ನಾಳೆ ಮಧ್ಯಂತರ ವರದಿ ಸಲ್ಲಿಕೆಯಾಗಲಿದ್ದು, ಇದರ ಸಾಧಕ ಬಾಧಕಗಳ ಕುರಿತು ಚರ್ಚಿಸಿ ಸರ್ಕಾರ ನಿರ್ಧಾರ ತೆಗೆದುಕೊಳ್ಳಲಿದೆ. ಒಳಮೀಸಲಾತಿ ಕುರಿತು ನ್ಯಾಯಮೂರ್ತಿಗಳ ಆಯೋಗ ಅಧ್ಯಯನ ನಡೆಸುತ್ತಿದ್ದು ಸಮುದಾಯಗಳ ಜನಸಂಖ್ಯೆ ಕುರಿತ ಅಂಕಿಅಂಶ ಸಂಗ್ರಹಿಸಲಾಗಿದೆ. ಸಮುದಾಯಗಳ ಮುಖಂಡರು ಈ ವರದಿಯನ್ನು ಕಾತರದಿಂದ ಎದುರು ನೋಡುತ್ತಿದ್ದಾರೆ. ತೆಲಂಗಾಣ ಮತ್ತು ಆಂಧ್ರಪ್ರದೇಶ ರಾಜ್ಯಗಳ ಮಾದರಿ ಅಧ್ಯಯನ ಮಾಡಲಾಗಿದೆ. bbox=[24, 843, 244, 891]
quote-box bbox=[250, 1030, 466, 1342]
site-link[interactable]: https://www.suddimoola.in bbox=[170, 70, 290, 80]
site-links bbox=[170, 68, 299, 98]
hospital-photo bbox=[24, 254, 246, 378]
festival-body-col1: ಮುಂಬರುವ ಹಬ್ಬಗಳನ್ನು ಶಾಂತಿ ಮತ್ತು ಸೌಹಾರ್ದತೆಯಿಂದ ಆಚರಿಸುವಂತೆ ಪೊಲೀಸ್ ಇಲಾಖೆಯ ಅಧಿಕಾರಿಗಳು ಮನವಿ ಮಾಡಿದರು. ಪಟ್ಟಣದ ಪೊಲೀಸ್ ಠಾಣೆಯಲ್ಲಿ ನಡೆದ ಶಾಂತಿ ಸಭೆಯಲ್ಲಿ ಮಾತನಾಡಿ, ಯುಗಾದಿ ಹಾಗೂ ರಂಜಾನ್ ಹಬ್ಬವನ್ನು ಎಲ್ಲ ಸಮುದಾಯದವರು ಒಗ್ಗಟ್ಟಿನಿಂದ ಆಚರಿಸಬೇಕು. ಯಾವುದೇ ಅಹಿತಕರ ಘಟನೆಗಳು ನಡೆಯದಂತೆ ಎಚ್ಚರಿಕೆ ವಹಿಸಬೇಕು ಎಂದು ತಿಳಿಸಿದರು. ನಂತರ ಪಿಎಸ್ಐ ಮತ್ತು ಗಣ್ಯರು ಮಾತನಾಡಿ ಸಮಾಜದಲ್ಲಿ ಸೌಹಾರ್ದತೆ ಕಾಪಾಡುವುದು ಎಲ್ಲರ ಜವಾಬ್ದಾರಿ ಎಂದರು. ಸಭೆಯಲ್ಲಿ ಸಮುದಾಯದ ಮುಖಂಡರು ಭಾಗವಹಿಸಿದ್ದರು. bbox=[484, 443, 610, 551]
tender-sign-left: ಸಹಿ/- ಮುಖ್ಯಾಧಿಕಾರಿಗಳು ಪಟ್ಟಣ ಪಂಚಾಯತ, ತುರ್ವಿಹಾಳ bbox=[745, 1437, 819, 1465]
yatnal-body: ಈ ಮೊದಲ ನೋಟಿಸ್‌ಗೆ ರಾಷ್ಟ್ರೀಯ ಶಿಸ್ತು ಸಮಿತಿ ಅವರಿಂದ ಉತ್ತರ ಪಡೆದಿದ್ದರೂ, ಬಳಿಕವೂ ಪಕ್ಷ ವಿರೋಧಿ ಹೇಳಿಕೆಗಳನ್ನು ನೀಡುತ್ತಿದ್ದ ಕಾರಣ ಶಾಸಕ ಬಸನಗೌಡ ಪಾಟೀಲ ಯತ್ನಾಳ್ ಅವರನ್ನು ಆರು ವರ್ಷಗಳ ಕಾಲ ಪಕ್ಷದಿಂದ ಉಚ್ಛಾಟನೆ ಮಾಡಲಾಗಿದೆ. ಪಕ್ಷದ ರಾಜ್ಯಾಧ್ಯಕ್ಷರ ವಿರುದ್ಧ ಬಹಿರಂಗ ಹೇಳಿಕೆ ನೀಡುತ್ತಿದ್ದ ಯತ್ನಾಳ್ ಅವರಿಗೆ ಹಲವು ಬಾರಿ ಎಚ್ಚರಿಕೆ ನೀಡಲಾಗಿತ್ತು. ಕೇಂದ್ರ ಶಿಸ್ತು ಸಮಿತಿ ಸದಸ್ಯ ಕಾರ್ಯದರ್ಶಿ ಆದೇಶ ಹೊರಡಿಸಿದ್ದು, ತಕ್ಷಣದಿಂದಲೇ ಜಾರಿಗೆ ಬರುವಂತೆ ಉಚ್ಛಾಟಿಸಲಾಗಿದೆ. ಈ ನಿರ್ಧಾರ ರಾಜ್ಯ ರಾಜಕೀಯದಲ್ಲಿ ಸಂಚಲನ ಮೂಡಿಸಿದ್ದು ಬೆಂಬಲಿಗರು ಅಸಮಾಧಾನ ವ್ಯಕ್ತಪಡಿಸಿದ್ದಾರೆ. ಪಕ್ಷದ ಹೈಕಮಾಂಡ್ ನಿರ್ಧಾರವನ್ನು ಸ್ವಾಗತಿಸುವುದಾಗಿ ಕೆಲ ನಾಯಕರು ತಿಳಿಸಿದ್ದಾರೆ. ವಿಜಯಪುರದಲ್ಲಿ ಅವರ ಬೆಂಬಲಿಗರು ಪ್ರತಿಭಟನೆ ನಡೆಸಿದರು. ಮುಂದಿನ ನಡೆ ಕುರಿತು ಬೆಂಬಲಿಗರ ಜೊತೆ ಚರ್ಚಿಸಿ ನಿರ್ಧರಿಸುವುದಾಗಿ ಯತ್ನಾಳ್ ಹೇಳಿದ್ದಾರೆ. bbox=[24, 1045, 244, 1133]
jds-body-col2: ಪವರ್ ಸ್ಟಾರ್ ಪುನೀತ್ ರಾಜಕುಮಾರ ಅವರ ಜನ್ಮದಿನಾಚರಣೆ ಮಾಡಿದವರ ಮೇಲೆ ಹಲ್ಲೆ ನಡೆಸಿದ ಜೆಡಿಎಸ್ ನಗರಾಧ್ಯಕ್ಷ ತಿಮ್ಮಾರೆಡ್ಡಿ ಹಾಗೂ ಪುತ್ರ ಸಂತೋಷ ವಿರುದ್ಧ ಕಾನೂನು ಕ್ರಮ ಕೈಗೊಳ್ಳಬೇಕು ಎಂದು ಅಭಿಮಾನಿಗಳ ಸಂಘ ಒತ್ತಾಯಿಸಿದೆ. ನಗರದ ಪೊಲೀಸ್ ಅಧೀಕ್ಷಕರ ಕಚೇರಿಗೆ ಮನವಿ ಸಲ್ಲಿಸಿ, ಮಾರ್ಚ್ 17ರಂದು ನಗರದ ಬಡಾವಣೆಯಲ್ಲಿ ಅಪ್ಪು ಜನ್ಮದಿನ ಆಚರಿಸುತ್ತಿದ್ದ ವೇಳೆ ಏಕಾಏಕಿ ಹಲ್ಲೆ ನಡೆಸಲಾಗಿದೆ. ಗಾಯಗೊಂಡವರನ್ನು ರಿಮ್ಸ್ ಆಸ್ಪತ್ರೆಗೆ ದಾಖಲಿಸಲಾಗಿದೆ. ಆರೋಪಿಗಳನ್ನು ಕೂಡಲೇ ಬಂಧಿಸಬೇಕು ಎಂದು ಆಗ್ರಹಿಸಿದರು. ಸಂಘದ ಅಧ್ಯಕ್ಷ, ಪದಾಧಿಕಾರಿಗಳು, ಅಭಿಮಾನಿಗಳು ಹಾಗೂ ಸದಸ್ಯರು ಉಪಸ್ಥಿತರಿದ್ದರು. ಪ್ರಕರಣ ದಾಖಲಾಗಿದ್ದರೂ ಆರೋಪಿಗಳನ್ನು ಬಂಧಿಸಿಲ್ಲ. ತಪ್ಪಿದಲ್ಲಿ ಉಗ್ರ ಹೋರಾಟ ನಡೆಸಲಾಗುವುದು ಎಂದು ಎಚ್ಚರಿಸಿದರು. bbox=[620, 859, 750, 997]
delhi-visit-headline: ವರಿಷ್ಠರೊಂದಿಗೆ ಚರ್ಚಿಸಲು ದೆಹಲಿಗೆ ಸಿದ್ದರಾಮಯ್ಯ bbox=[248, 686, 441, 700]
jds-headline-line2: ಪುತ್ರ ಸಂತೋಷ ವಿರುದ್ಧ ಕ್ರಮಕ್ಕೆ ಆಗ್ರಹ bbox=[484, 698, 642, 713]
student-photo bbox=[860, 188, 922, 258]
facebook-link[interactable]: ⓕ facebook.com/Suddi Moola bbox=[652, 70, 786, 80]
jayanti-byline: ■ ಸುದ್ದಿಮೂಲ ವಾರ್ತೆ ಮಸ್ಕಿ, ಮಾ.26: bbox=[484, 1198, 580, 1206]
lead-body-left: ಬೀದರ್ ಜಿಲ್ಲಾ ಆಸ್ಪತ್ರೆಯ ಶುಶ್ರೂಷಾಧಿಕಾರಿ ಹುದ್ದೆಯಲ್ಲಿ ನಿರಂತರ ಗೈರು ಹಾಜರಾಗಿ ಸಂಬಳ ಪಡೆಯುತ್ತಿರುವ ಪ್ರಕರಣ ಕುರಿತು ಲೋಕಾಯುಕ್ತಕ್ಕೆ ದೂರು ಸಲ್ಲಿಸಲಾಗಿದೆ. ಬ್ರಿಮ್ಸ್ ಆಸ್ಪತ್ರೆಯ ಸುಶ್ರೂಷಾ ಅಧೀಕ್ಷಕರ ಪ್ರಭಾರ ಹುದ್ದೆಯ ಕುರಿತು ಸರ್ಕಾರದ ಆದೇಶ ಹೊರಬಿದ್ದಿದ್ದು, 29-12-2022ರಂದು ಹೊರಡಿಸಿದ ಆದೇಶದ ಪ್ರಕಾರ ಹಿರಿಯ ಶುಶ್ರೂಷಾಧಿಕಾರಿಗಳನ್ನು ನೇಮಕ ಮಾಡಬೇಕಾಗಿದೆ. ಆದರೆ ವರ್ಷಗಳಿಂದ ಕರ್ತವ್ಯಕ್ಕೆ ಹಾಜರಾಗದ ಅಧಿಕಾರಿಯ ಹೆಸರಿನಲ್ಲಿ ವೇತನ ಪಾವತಿಯಾಗುತ್ತಿದ್ದು, ಈ ಕುರಿತು ತನಿಖೆ ನಡೆಸಿ ಕ್ರಮ ಕೈಗೊಳ್ಳಬೇಕು ಎಂದು ಸಂಘಟನೆಗಳು ಒತ್ತಾಯಿಸಿವೆ. ಜಿಲ್ಲಾ ಆರೋಗ್ಯ ಇಲಾಖೆಯ ಅಧಿಕಾರಿಗಳು ಈ ಬಗ್ಗೆ ಯಾವುದೇ ಕ್ರಮ ಕೈಗೊಂಡಿಲ್ಲ ಎಂದು ಆರೋಪಿಸಲಾಗಿದೆ. ಆಸ್ಪತ್ರೆಯ ಸೇವೆಗಳ ಮೇಲೆ ಇದರಿಂದ ಪರಿಣಾಮ ಬೀರುತ್ತಿದ್ದು ರೋಗಿಗಳಿಗೆ ತೊಂದರೆಯಾಗುತ್ತಿದೆ. ಕೂಡಲೇ ಲೋಕಾಯುಕ್ತರು ಮಧ್ಯಪ್ರವೇಶಿಸಬೇಕು ಎಂದು ಮನವಿ ಮಾಡಲಾಗಿದೆ. 29-12-2022ರಂದು ಈ ಆದೇಶ ಜಾರಿಗೆ ಬಂದಿದ್ದರೂ ಪ್ರಭಾವಳಿ ತಡೆಯಲು ಸಾಧ್ಯವಾಗಿಲ್ಲ. bbox=[24, 394, 249, 492]
tender-sign-right: ಸಹಿ/- ಅಧ್ಯಕ್ಷರು ಪಟ್ಟಣ ಪಂಚಾಯತ, ತುರ್ವಿಹಾಳ bbox=[837, 1437, 911, 1465]
lead-byline: ■ ಸುದ್ದಿಮೂಲ ವಾರ್ತೆ ಬೀದರ್, ಮಾ.26: bbox=[24, 381, 134, 390]
page-date: ಗುರುವಾರ 27 ಮಾರ್ಚ್ 2025 bbox=[54, 69, 139, 97]
discipline-box bbox=[248, 1352, 468, 1460]
festival-headline: ‘ಹಬ್ಬ ಶಾಂತಿ ಮತ್ತು ಸೌಹಾರ್ದತೆಯಿಂದ ಆಚರಿಸಿ’ bbox=[484, 396, 749, 416]
